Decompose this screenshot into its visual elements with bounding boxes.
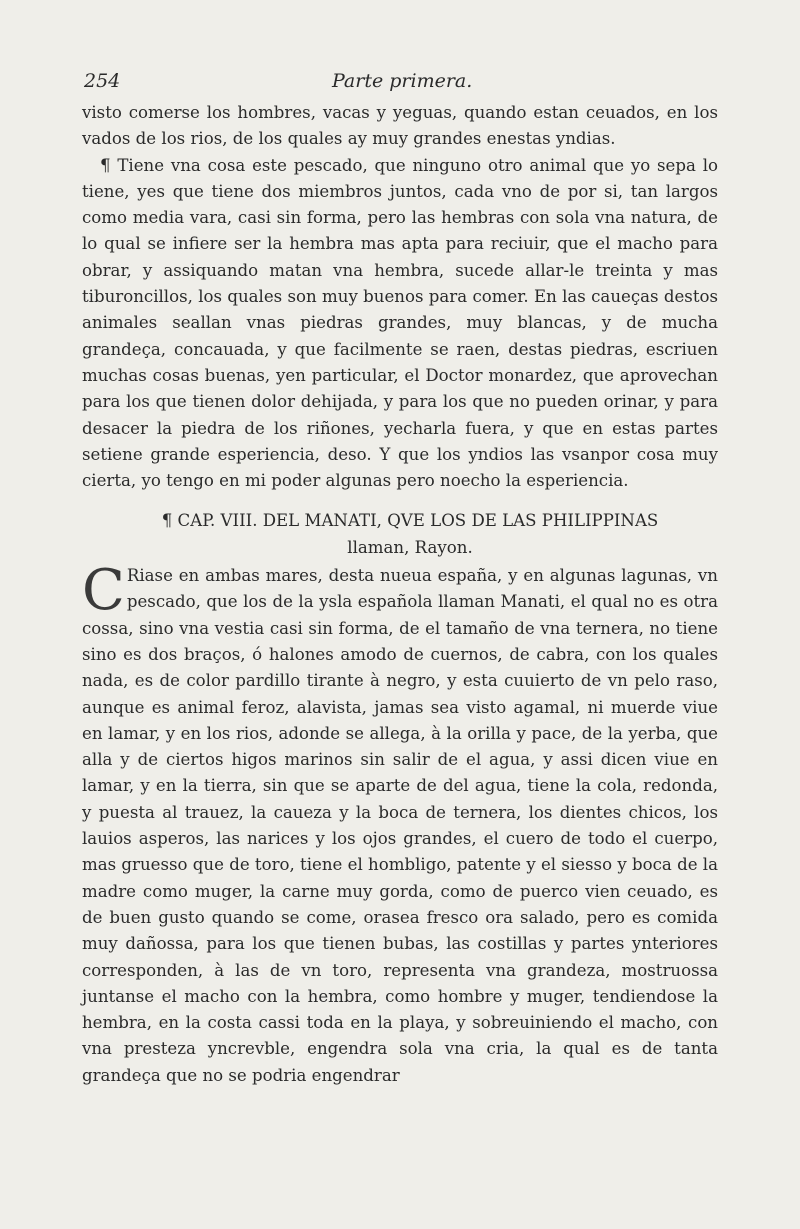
- paragraph-manati: [82, 558, 718, 1089]
- page-body: [82, 100, 718, 1089]
- page-number: 254: [84, 70, 121, 92]
- paragraph-continuation: visto comerse los hombres, vacas y yeguas, quando estan ceuados, en los vados de los rios, de los quales ay muy grandes enestas yndias.: [82, 103, 718, 149]
- chapter-heading: [82, 508, 718, 561]
- running-title: Parte primera.: [332, 70, 473, 92]
- chapter-title: ¶ CAP. VIII. DEL MANATI, QVE LOS DE LAS PHILIPPINAS: [161, 511, 659, 531]
- page-header: [82, 70, 718, 98]
- chapter-subtitle: llaman, Rayon.: [347, 537, 473, 557]
- paragraph-manati-text: Riase en ambas mares, desta nueua españa, y en algunas lagunas, vn pescado, que los de la ysla española llaman Manati, el qual no es otra cossa, sino vna vestia casi sin forma, de el tamaño de vna ternera, no tiene sino es dos braços, ó halones amodo de cuernos, de cabra, con los quales nada, es de color pardillo tirante à negro, y esta cuuierto de vn pelo raso, aunque es animal feroz, alavista, jamas sea visto agamal, ni muerde viue en lamar, y en los rios, adonde se allega, à la orilla y pace, de la yerba, que alla y de ciertos higos marinos sin salir de el agua, y assi dicen viue en lamar, y en la tierra, sin que se aparte de del agua, tiene la cola, redonda, y puesta al trauez, la caueza y la boca de ternera, los dientes chicos, los lauios asperos, las narices y los ojos grandes, el cuero de todo el cuerpo, mas gruesso que de toro, tiene el hombligo, patente y el siesso y boca de la madre como muger, la carne muy gorda, como de puerco vien ceuado, es de buen gusto quando se come, orasea fresco ora salado, pero es comida muy dañossa, para los que tienen bubas, las costillas y partes ynteriores corresponden, à las de vn toro, representa vna grandeza, mostruossa juntanse el macho con la hembra, como hombre y muger, tendiendose la hembra, en la costa cassi toda en la playa, y sobreuiniendo el macho, con vna presteza yncrevble, engendra sola vna cria, la qual es de tanta grandeça que no se podria engendrar: [82, 566, 718, 1085]
- paragraph-pescado: ¶ Tiene vna cosa este pescado, que ninguno otro animal que yo sepa lo tiene, yes que tiene dos miembros juntos, cada vno de por si, tan largos como media vara, casi sin forma, pero las hembras con sola vna natura, de lo qual se infiere ser la hembra mas apta para reciuir, que el macho para obrar, y assiquando matan vna hembra, sucede allar-le treinta y mas tiburoncillos, los quales son muy buenos para comer. En las caueças destos animales seallan vnas piedras grandes, muy blancas, y de mucha grandeça, concauada, y que facilmente se raen, destas piedras, escriuen muchas cosas buenas, yen particular, el Doctor monardez, que aprovechan para los que tienen dolor dehijada, y para los que no pueden orinar, y para desacer la piedra de los riñones, yecharla fuera, y que en estas partes setiene grande esperiencia, deso. Y que los yndios las vsanpor cosa muy cierta, yo tengo en mi poder algunas pero noecho la esperiencia.: [82, 155, 718, 491]
- drop-cap-letter: C: [82, 558, 125, 624]
